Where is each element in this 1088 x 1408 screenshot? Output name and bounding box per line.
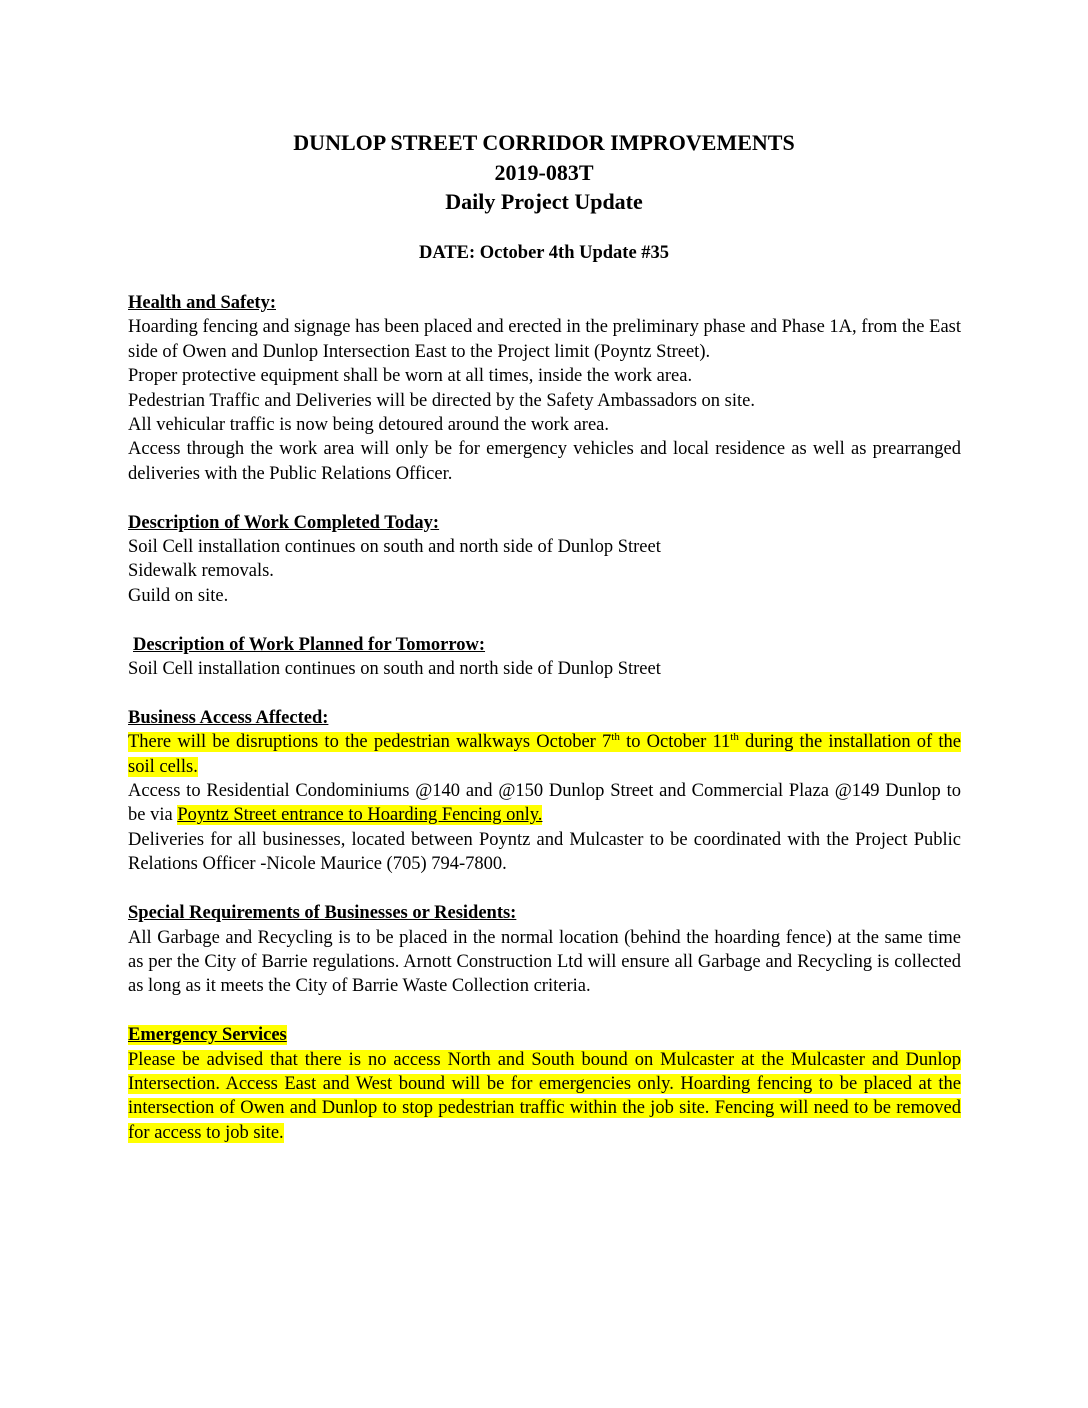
document-title <box>0 128 1088 217</box>
paragraph-emergency-access <box>128 1048 961 1146</box>
update-date-line: DATE: October 4th Update #35 <box>418 243 670 263</box>
heading-work-completed: Description of Work Completed Today: <box>128 512 440 533</box>
heading-business-access: Business Access Affected: <box>128 707 329 728</box>
highlighted-text: Please be advised that there is no access North and South bound on Mulcaster at the Mulcaster and Dunlop Intersection. Access East and West bound will be for emergencies only. Hoarding fencing to be placed at the intersection of Owen and Dunlop to stop pedestrian traffic within the job site. Fencing will need to be removed for access to job site. <box>128 1049 961 1143</box>
title-line-project: DUNLOP STREET CORRIDOR IMPROVEMENTS <box>293 130 795 155</box>
line-protective-equipment: Proper protective equipment shall be worn at all times, inside the work area. <box>128 366 693 387</box>
section-work-completed <box>128 511 961 609</box>
section-emergency-services <box>128 1023 961 1145</box>
section-business-access <box>128 706 961 877</box>
paragraph-residential-access <box>128 779 961 828</box>
title-line-contract-number: 2019-083T <box>494 159 594 185</box>
access-text: Access to Residential Condominiums @140 and @150 Dunlop Street and Commercial Plaza @149 Dunlop to be via <box>128 781 961 826</box>
line-pedestrian-traffic: Pedestrian Traffic and Deliveries will be directed by the Safety Ambassadors on site. <box>128 390 755 411</box>
paragraph-walkway-disruptions <box>128 730 961 779</box>
heading-health-safety: Health and Safety: <box>128 293 276 313</box>
heading-emergency-services: Emergency Services <box>128 1025 287 1046</box>
list-item: Soil Cell installation continues on south and north side of Dunlop Street <box>128 537 661 558</box>
section-work-planned <box>128 633 961 682</box>
section-health-safety <box>128 291 961 486</box>
paragraph-hoarding-fencing: Hoarding fencing and signage has been placed and erected in the preliminary phase and Phase 1A, from the East side of Owen and Dunlop Intersection East to the Project limit (Poyntz Street). <box>128 317 961 362</box>
heading-special-requirements: Special Requirements of Businesses or Residents: <box>128 903 517 924</box>
paragraph-work-area-access: Access through the work area will only be for emergency vehicles and local residence as well as prearranged deliveries with the Public Relations Officer. <box>128 439 961 484</box>
title-line-update: Daily Project Update <box>445 189 643 214</box>
list-item: Sidewalk removals. <box>128 561 274 582</box>
heading-work-planned: Description of Work Planned for Tomorrow: <box>133 634 486 655</box>
section-special-requirements <box>128 901 961 999</box>
poyntz-entrance-note: Poyntz Street entrance to Hoarding Fencing only. <box>177 805 543 826</box>
paragraph-garbage-recycling: All Garbage and Recycling is to be placed in the normal location (behind the hoarding fence) at the same time as per the City of Barrie regulations. Arnott Construction Ltd will ensure all Garbage and Recycling is collected as long as it meets the City of Barrie Waste Collection criteria. <box>128 927 961 997</box>
ordinal-suffix: th <box>611 731 620 744</box>
line-vehicular-traffic: All vehicular traffic is now being detoured around the work area. <box>128 415 609 436</box>
document-body <box>128 291 961 1170</box>
highlighted-text: There will be disruptions to the pedestrian walkways October 7 <box>128 732 612 753</box>
highlighted-text: to October 11 <box>619 732 731 753</box>
list-item: Soil Cell installation continues on south and north side of Dunlop Street <box>128 659 661 680</box>
highlighted-text: during the installation of the soil cells. <box>128 732 962 777</box>
paragraph-deliveries: Deliveries for all businesses, located between Poyntz and Mulcaster to be coordinated with the Project Public Relations Officer -Nicole Maurice (705) 794-7800. <box>128 829 961 875</box>
list-item: Guild on site. <box>128 585 229 606</box>
ordinal-suffix: th <box>730 731 739 744</box>
